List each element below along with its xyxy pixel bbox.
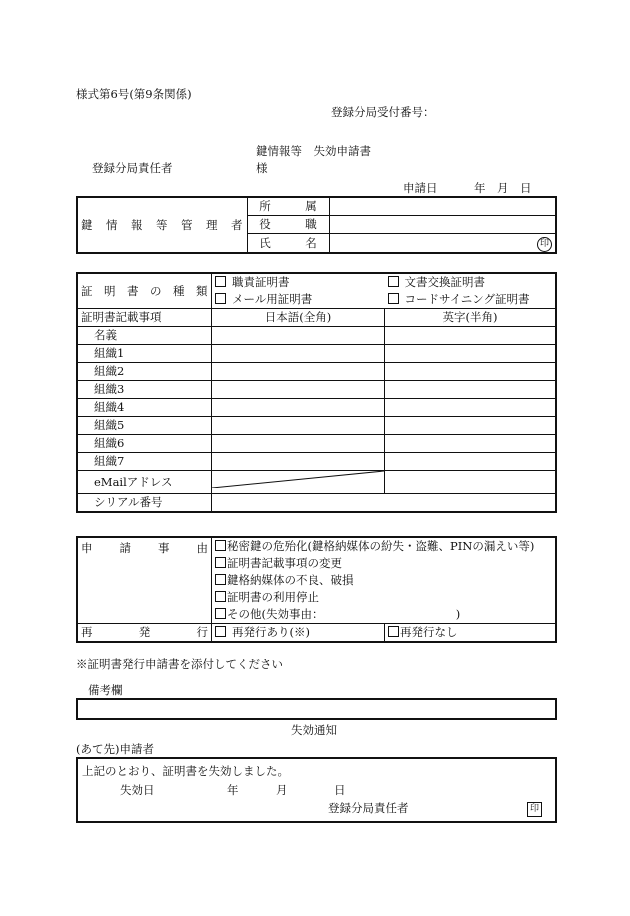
month-label: 月 [276,783,288,797]
affiliation-field[interactable] [329,197,556,216]
jp-field[interactable] [212,363,385,381]
items-header: 証明書記載事項 [77,309,212,327]
reissue-yes-option[interactable]: 再発行あり(※) [212,624,385,643]
type-option-3[interactable]: メール用証明書 [212,291,385,309]
addressee-honorific: 様 [256,161,268,175]
en-field[interactable] [385,435,557,453]
notice-signer: 登録分局責任者 [328,801,409,815]
seal-icon: 印 [537,237,552,252]
en-field[interactable] [385,345,557,363]
certificate-type-label: 証 明 書 の 種 類 [77,273,212,309]
reason-option-2[interactable]: 証明書記載事項の変更 [212,555,557,572]
en-field[interactable] [385,471,557,494]
form-number: 様式第6号(第9条関係) [76,87,192,101]
serial-label: シリアル番号 [77,494,212,513]
remarks-field[interactable] [76,698,557,720]
reception-number-label: 登録分局受付番号： [331,105,435,119]
reason-option-4[interactable]: 証明書の利用停止 [212,589,557,606]
jp-field[interactable] [212,327,385,345]
attachment-note: ※証明書発行申請書を添付してください [76,657,283,671]
item-label: 組織6 [77,435,212,453]
checkbox[interactable] [215,608,226,619]
application-date-fields: 年 月 日 [474,181,532,195]
checkbox[interactable] [215,276,226,287]
jp-field[interactable] [212,453,385,471]
en-field[interactable] [385,417,557,435]
affiliation-label: 所 属 [247,197,329,216]
item-label: 組織2 [77,363,212,381]
column-japanese: 日本語(全角) [212,309,385,327]
type-option-4[interactable]: コードサイニング証明書 [385,291,557,309]
reissue-label: 再 発 行 [77,624,212,643]
reason-label: 申 請 事 由 [77,537,212,624]
checkbox[interactable] [215,293,226,304]
reason-option-3[interactable]: 鍵格納媒体の不良、破損 [212,572,557,589]
en-field[interactable] [385,453,557,471]
reason-option-5[interactable]: その他(失効事由： ) [212,606,557,624]
year-label: 年 [227,783,239,797]
type-option-2[interactable]: 文書交換証明書 [385,273,557,291]
item-label: eMailアドレス [77,471,212,494]
item-label: 組織4 [77,399,212,417]
item-label: 組織7 [77,453,212,471]
item-label: 組織5 [77,417,212,435]
en-field[interactable] [385,381,557,399]
checkbox[interactable] [215,626,226,637]
application-date-label: 申請日 [403,181,438,195]
checkbox[interactable] [388,276,399,287]
jp-field-disabled [212,471,385,494]
revocation-date-label: 失効日 [120,783,155,797]
reason-table [76,536,557,643]
document-title: 鍵情報等 失効申請書 [256,144,371,158]
checkbox[interactable] [215,540,226,551]
manager-table [76,196,557,254]
jp-field[interactable] [212,417,385,435]
notice-box [76,757,557,823]
notice-title: 失効通知 [291,723,337,737]
jp-field[interactable] [212,345,385,363]
item-label: 組織3 [77,381,212,399]
checkbox[interactable] [388,626,399,637]
notice-recipient: (あて先)申請者 [76,742,154,756]
notice-seal [527,800,542,817]
notice-body: 上記のとおり、証明書を失効しました。 [82,764,289,778]
manager-label: 鍵 情 報 等 管 理 者 [77,197,247,253]
checkbox[interactable] [215,574,226,585]
reissue-no-option[interactable]: 再発行なし [385,624,557,643]
column-english: 英字(半角) [385,309,557,327]
addressee: 登録分局責任者 [92,161,173,175]
certificate-table [76,272,557,513]
reason-option-1[interactable]: 秘密鍵の危殆化(鍵格納媒体の紛失・盗難、PINの漏えい等) [212,537,557,555]
checkbox[interactable] [215,591,226,602]
jp-field[interactable] [212,435,385,453]
checkbox[interactable] [215,557,226,568]
checkbox[interactable] [388,293,399,304]
item-label: 組織1 [77,345,212,363]
en-field[interactable] [385,327,557,345]
name-field[interactable] [329,234,556,254]
day-label: 日 [334,783,346,797]
serial-field[interactable] [212,494,557,513]
position-label: 役 職 [247,216,329,234]
type-option-1[interactable]: 職責証明書 [212,273,385,291]
en-field[interactable] [385,399,557,417]
seal-icon: 印 [527,802,542,817]
jp-field[interactable] [212,381,385,399]
item-label: 名義 [77,327,212,345]
diagonal-line [212,471,384,488]
en-field[interactable] [385,363,557,381]
remarks-label: 備考欄 [88,683,123,697]
name-label: 氏 名 [247,234,329,254]
jp-field[interactable] [212,399,385,417]
position-field[interactable] [329,216,556,234]
